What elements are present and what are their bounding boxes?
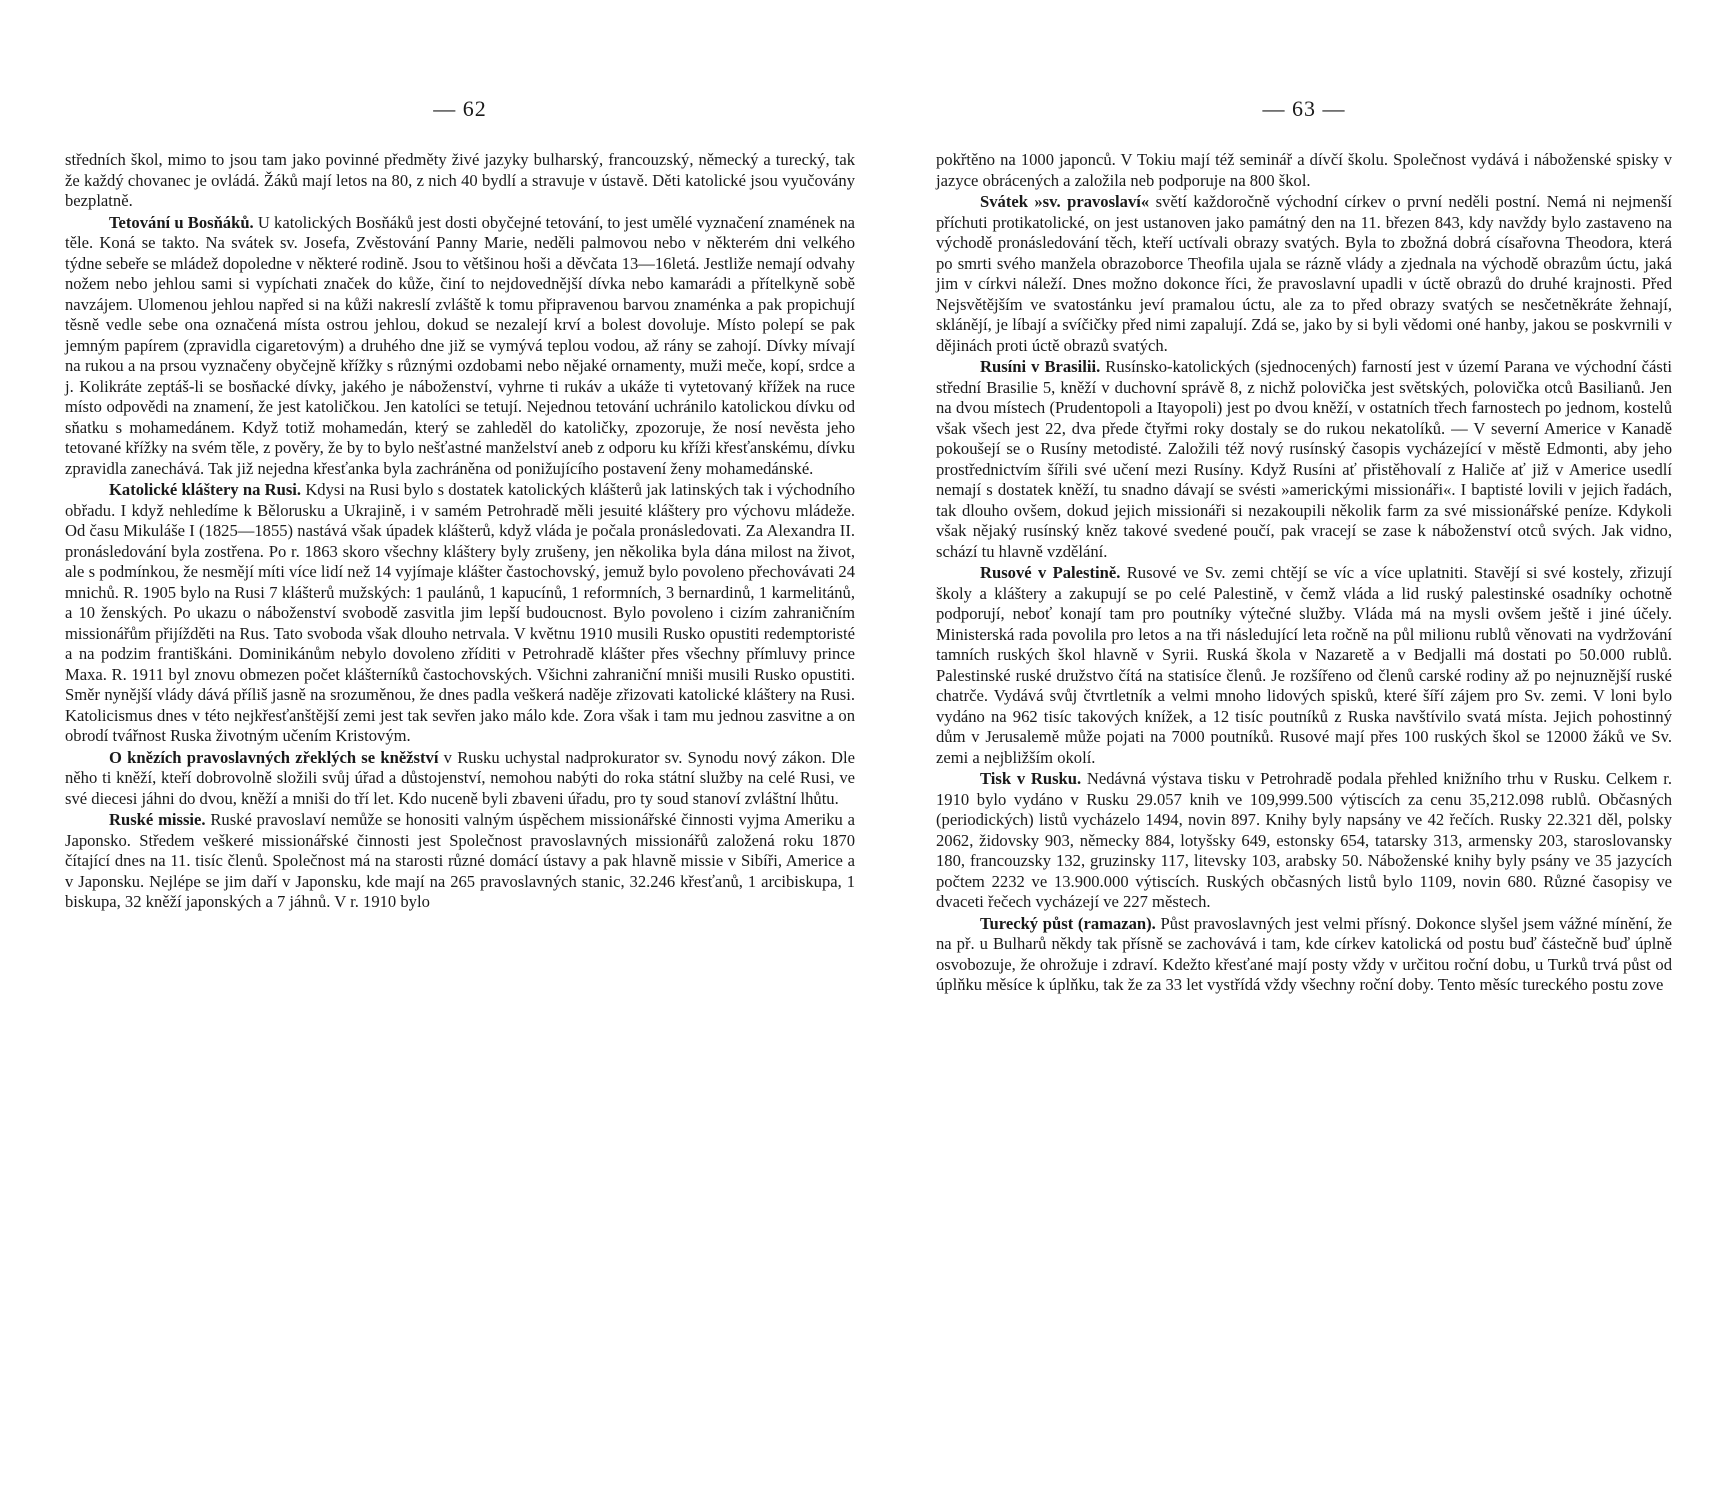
paragraph-text: Ruské pravoslaví nemůže se honositi valným úspěchem missionářské činnosti vyjma Ameriku a Japonsko. Středem veškeré missionářské činnosti jest Společnost pravoslavných missionářů založená roku 1870 čítající dnes na 11. tisíc členů. Společnost má na starosti různé domácí ústavy a pak hlavně missie v Sibíři, Americe a v Japonsku. Nejlépe se jim daří v Japonsku, kde mají na 265 pravoslavných stanic, 32.246 křesťanů, 1 arcibiskupa, 1 biskupa, 32 kněží japonských a 7 jáhnů. V r. 1910 bylo [65,810,855,911]
paragraph-text: v Rusku uchystal nadprokurator sv. Synodu nový zákon. Dle něho ti kněží, kteří dobrovolně složili svůj úřad a důstojenství, nemohou nabýti do roka státní služby na celé Rusi, ve své diecesi jáhni do dvou, kněží a mniši do tří let. Kdo nuceně byli zbaveni úřadu, pro ty soud stanoví zvláštní lhůtu. [65,747,855,808]
paragraph [936,357,1672,562]
paragraph [936,563,1672,768]
paragraph [65,213,855,480]
paragraph [65,810,855,913]
paragraph-text: U katolických Bosňáků jest dosti obyčejné tetování, to jest umělé vyznačení znamének na těle. Koná se takto. Na svátek sv. Josefa, Zvěstování Panny Marie, neděli palmovou nebo v některém dni velkého týdne sebeře se mládež dopoledne v některé rodině. Jsou to většinou hoši a děvčata 13—16letá. Jestliže nemají odvahy nožem nebo jehlou sami si vypíchati značek do kůže, činí to nejdovednější dívka nebo kamarádi a přítelkyně sobě navzájem. Ulomenou jehlou napřed si na kůži nakreslí zvláště k tomu připravenou barvou znaménka a pak propichují těsně vedle sebe ona označená místa ostrou jehlou, dokud se nezalejí krví a bolest dovoluje. Místo polepí se pak jemným papírem (zpravidla cigaretovým) a druhého dne již se vymývá teplou vodou, až rány se zahojí. Dívky mívají na rukou a na prsou vyznačeny obyčejně křížky s různými ozdobami nebo nějaké ornamenty, muži meče, kopí, srdce a j. Kolikráte zeptáš-li se bosňacké dívky, jakého je náboženství, vyhrne ti rukáv a ukáže ti vytetovaný křížek na ruce místo odpovědi na znamení, že jest katoličkou. Jen katolíci se tetují. Nejednou tetování uchránilo katolickou dívku od sňatku s mohamedánem. Když totiž mohamedán, který se zahleděl do katoličky, zpozoruje, že nosí nevěsta jeho tetované křížky na svém těle, z pověry, že by to bylo nešťastné manželství aneb z odporu ku kříži křesťanskému, dívku zpravidla zanechává. Tak již nejedna křesťanka byla zachráněna od ponižujícího postavení ženy mohamedánské. [65,212,856,478]
paragraph-text: Rusínsko-katolických (sjednocených) farností jest v území Parana ve východní části střední Brasilie 5, kněží v duchovní správě 8, z nichž polovička jest světských, polovička otců Basilianů. Jen na dvou místech (Prudentopoli a Itayopoli) jest po dvou kněží, v ostatních třech farnostech po jednom, kostelů však všech jest 22, dva přede čtyřmi roky dostaly se do rukou nekatolíků. — V severní Americe v Kanadě pokoušejí se o Rusíny metodisté. Založili též nový rusínský časopis vycházející v městě Edmonti, aby jeho prostřednictvím šířili své učení mezi Rusíny. Když Rusíni ať přistěhovalí z Haliče ať již v Americe usedlí nemají s dostatek kněží, tu snadno dávají se svésti »americkými missionáři«. I baptisté lovili v jejich řadách, tak dlouho ovšem, dokud jejich missionáři si nezakoupili několik farm za své missionářské peníze. Kdykoli však nějaký rusínský kněz takové svedené poučí, pak vracejí se zase k náboženství otců svých. Jak vidno, schází tu hlavně vzdělání. [936,357,1672,561]
paragraph [936,769,1672,913]
paragraph-heading: Tisk v Rusku. [980,769,1082,788]
paragraph [65,150,855,212]
page-text [936,150,1672,997]
page-number: — 63 — [1262,96,1346,121]
paragraph-heading: O knězích pravoslavných zřeklých se kněžství [109,747,439,767]
left-page [65,0,855,1500]
paragraph [936,150,1672,191]
right-page [936,0,1672,1500]
paragraph [936,192,1672,356]
paragraph-text: Půst pravoslavných jest velmi přísný. Dokonce slyšel jsem vážné mínění, že na př. u Bulharů někdy tak přísně se zachovává i tam, kde církev katolická od postu buď částečně buď úplně osvobozuje, že ohrožuje i zdraví. Kdežto křesťané mají posty vždy v určitou roční dobu, u Turků trvá půst od úplňku měsíce k úplňku, tak že za 33 let vystřídá vždy všechny roční doby. Tento měsíc tureckého postu zove [936,913,1672,994]
page-number: — 62 [433,96,487,121]
paragraph [65,748,855,810]
paragraph-text: světí každoročně východní církev o první neděli postní. Nemá ni nejmenší příchuti protikatolické, on jest ustanoven jako památný den na 11. březen 843, kdy navždy bylo zastaveno na východě pronásledování těch, kteří uctívali obrazy svatých. Byla to zbožná dobrá císařovna Theodora, která po smrti svého manžela obrazoborce Theofila ujala se rázně vlády a zjednala na východě obrazům úctu, jaká jim v církvi náleží. Dnes možno dokonce říci, že pravoslavní upadli v úctě obrazů do druhé krajnosti. Před Nejsvětějším ve svatostánku jeví pramalou úctu, ale za to před obrazy svatých se nesčetněkráte žehnají, sklánějí, je líbají a svíčičky před nimi zapalují. Zdá se, jako by si byli vědomi oné hanby, jakou se poskvrnili v dějinách proti úctě obrazů svatých. [936,192,1672,355]
paragraph-text: pokřtěno na 1000 japonců. V Tokiu mají též seminář a dívčí školu. Společnost vydává i náboženské spisky v jazyce obrácených a založila neb podporuje na 800 škol. [936,150,1672,190]
paragraph [65,480,855,747]
paragraph-text: Kdysi na Rusi bylo s dostatek katolických klášterů jak latinských tak i východního obřadu. I když nehledíme k Bělorusku a Ukrajině, i v samém Petrohradě měli jesuité kláštery pro výchovu mládeže. Od času Mikuláše I (1825—1855) nastává však úpadek klášterů, když vláda je počala pronásledovati. Za Alexandra II. pronásledování byla zostřena. Po r. 1863 skoro všechny kláštery byly zrušeny, jen několika byla dána milost na život, ale s podmínkou, že nesmějí míti více lidí než 14 vyjímaje klášter častochovský, jemuž bylo povoleno přechovávati 24 mnichů. R. 1905 bylo na Rusi 7 klášterů mužských: 1 paulánů, 1 kapucínů, 1 reformních, 3 bernardinů, 1 karmelitánů, a 10 ženských. Po ukazu o náboženství svobodě zasvitla jim lepší budoucnost. Bylo povoleno i cizím zahraničním missionářům přijížděti na Rus. Tato svoboda však dlouho netrvala. V květnu 1910 musili Rusko opustiti redemptoristé a na podzim františkáni. Dominikánům nebylo dovoleno zříditi v Petrohradě klášter přes všechny přímluvy prince Maxa. R. 1911 byl znovu obmezen počet klášterníků častochovských. Všichni zahraniční mniši musili Rusko opustiti. Směr nynější vlády dává příliš jasně na srozuměnou, že dnes padla veškerá naděje zřizovati katolické kláštery na Rusi. Katolicismus dnes v této nejkřesťanštější zemi jest tak sevřen jako málo kde. Zora však i tam mu jednou zasvitne a on obrodí tvářnost Ruska životným učením Kristovým. [65,480,855,745]
paragraph-heading: Rusíni v Brasilii. [980,357,1101,376]
paragraph-heading: Rusové v Palestině. [980,563,1121,582]
paragraph [936,914,1672,996]
paragraph-heading: Katolické kláštery na Rusi. [109,480,302,499]
paragraph-text: Rusové ve Sv. zemi chtějí se víc a více uplatniti. Stavějí si své kostely, zřizují školy a kláštery a zakupují se po celé Palestině, v čemž vláda a lid ruský palestinské osadníky ochotně podporují, neboť konají tam pro poutníky výtečné služby. Vláda má na mysli ovšem ještě i jiné účely. Ministerská rada povolila pro letos a na tři následující leta ročně na půl milionu rublů věnovati na vydržování tamních ruských škol hlavně v Syrii. Ruská škola v Nazaretě a v Bedjalli má dostati po 50.000 rublů. Palestinské ruské družstvo čítá na statisíce členů. Je rozšířeno od členů carské rodiny až po nejnuznější ruské chatrče. Vydává svůj čtvrtletník a velmi mnoho lidových spisků, které šíří zájem pro Sv. zemi. V loni bylo vydáno na 962 tisíc takových knížek, a 12 tisíc poutníků z Ruska navštívilo svatá místa. Jejich pohostinný dům v Jerusalemě může pojati na 7000 poutníků. Rusové mají přes 100 ruských škol se 12000 žáků ve Sv. zemi a nejbližším okolí. [936,563,1672,767]
paragraph-text: středních škol, mimo to jsou tam jako povinné předměty živé jazyky bulharský, francouzský, německý a turecký, tak že každý chovanec je ovládá. Žáků mají letos na 80, z nich 40 bydlí a stravuje v ústavě. Děti katolické jsou vyučovány bezplatně. [65,150,855,210]
page-text [65,150,855,914]
paragraph-heading: Ruské missie. [109,810,206,829]
paragraph-heading: Turecký půst (ramazan). [980,913,1156,933]
paragraph-heading: Tetování u Bosňáků. [109,212,254,232]
paragraph-heading: Svátek »sv. pravoslaví« [980,192,1150,211]
paragraph-text: Nedávná výstava tisku v Petrohradě podala přehled knižního trhu v Rusku. Celkem r. 1910 bylo vydáno v Rusku 29.057 knih ve 109,999.500 výtiscích za cenu 35,212.098 rublů. Občasných (periodických) listů vycházelo 1494, novin 897. Knihy byly napsány ve 42 řečích. Rusky 22.321 děl, polsky 2062, židovsky 903, německy 884, lotyšsky 649, estonsky 654, tatarsky 313, armensky 203, staroslovansky 180, francouzsky 132, gruzinsky 117, litevsky 103, arabsky 50. Náboženské knihy byly psány ve 35 jazycích počtem 2232 ve 13.900.000 výtiscích. Ruských občasných listů bylo 1109, novin 680. Různé časopisy ve dvaceti řečech vycházejí ve 227 městech. [936,769,1672,911]
